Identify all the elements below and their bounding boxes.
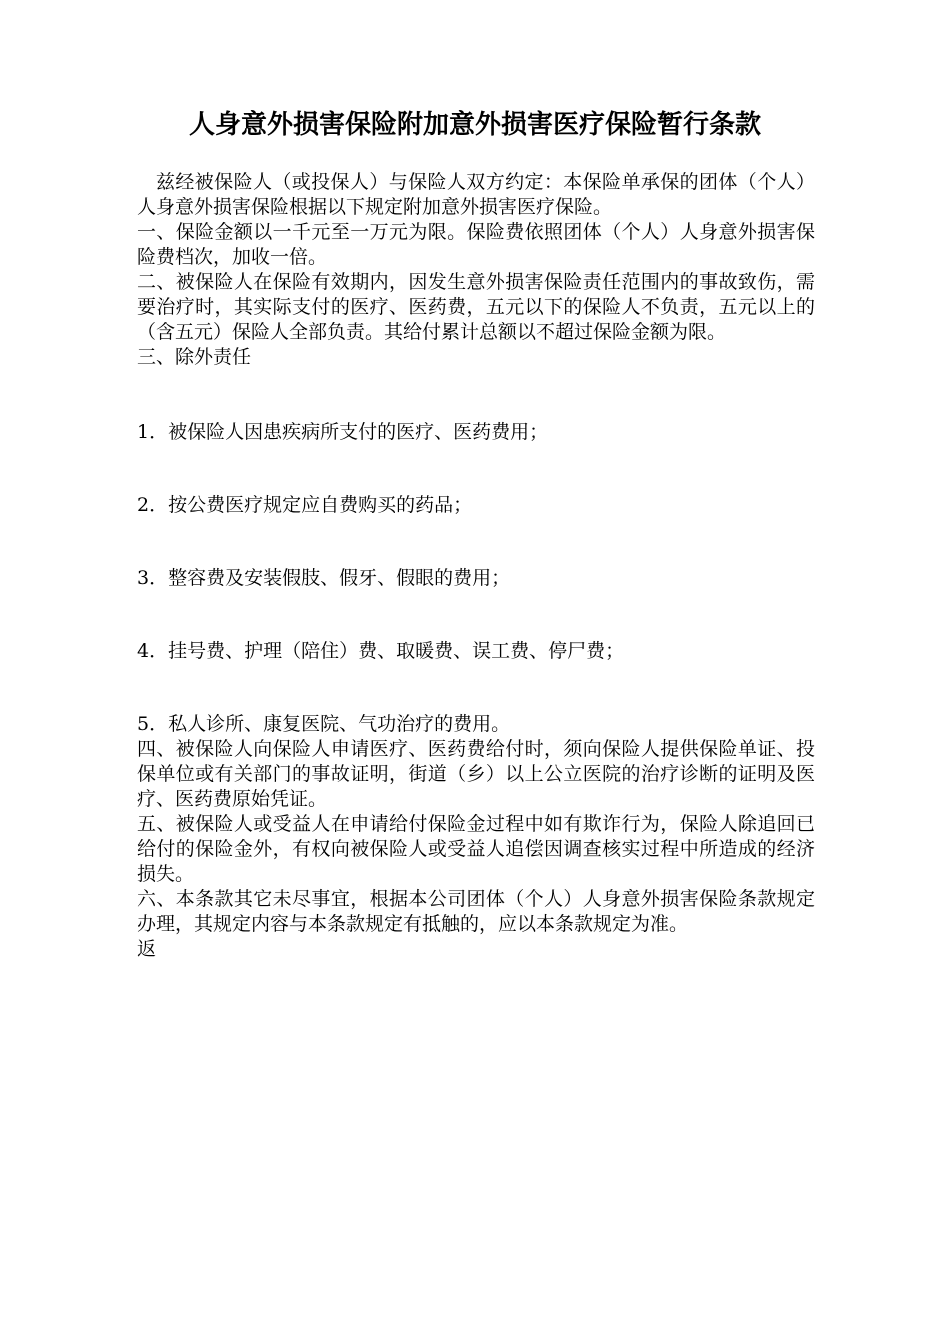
- spacer: [137, 664, 815, 712]
- document-body: [137, 170, 815, 962]
- back-link[interactable]: 返: [137, 938, 157, 960]
- spacer: [137, 518, 815, 566]
- spacer: [137, 370, 815, 420]
- exclusion-item-1: 1．被保险人因患疾病所支付的医疗、医药费用；: [137, 421, 549, 443]
- clause-3-heading: 三、除外责任: [137, 346, 252, 368]
- clause-4: 四、被保险人向保险人申请医疗、医药费给付时，须向保险人提供保险单证、投保单位或有关部门的事故证明，街道（乡）以上公立医院的治疗诊断的证明及医疗、医药费原始凭证。: [137, 738, 815, 810]
- intro-paragraph: 兹经被保险人（或投保人）与保险人双方约定：本保险单承保的团体（个人）人身意外损害保险根据以下规定附加意外损害医疗保险。: [137, 171, 815, 218]
- clause-5: 五、被保险人或受益人在申请给付保险金过程中如有欺诈行为，保险人除追回已给付的保险金外，有权向被保险人或受益人追偿因调查核实过程中所造成的经济损失。: [137, 813, 815, 885]
- exclusion-item-2: 2．按公费医疗规定应自费购买的药品；: [137, 494, 473, 516]
- document-title: 人身意外损害保险附加意外损害医疗保险暂行条款: [188, 110, 761, 140]
- clause-6: 六、本条款其它未尽事宜，根据本公司团体（个人）人身意外损害保险条款规定办理，其规定内容与本条款规定有抵触的，应以本条款规定为准。: [137, 888, 815, 935]
- exclusion-item-3: 3．整容费及安装假肢、假牙、假眼的费用；: [137, 567, 511, 589]
- spacer: [137, 445, 815, 493]
- spacer: [137, 591, 815, 639]
- exclusion-item-5: 5．私人诊所、康复医院、气功治疗的费用。: [137, 713, 511, 735]
- clause-2: 二、被保险人在保险有效期内，因发生意外损害保险责任范围内的事故致伤，需要治疗时，其实际支付的医疗、医药费，五元以下的保险人不负责，五元以上的（含五元）保险人全部负责。其给付累计总额以不超过保险金额为限。: [137, 271, 815, 343]
- clause-1: 一、保险金额以一千元至一万元为限。保险费依照团体（个人）人身意外损害保险费档次，加收一倍。: [137, 221, 815, 268]
- exclusion-item-4: 4．挂号费、护理（陪住）费、取暖费、误工费、停尸费；: [137, 640, 625, 662]
